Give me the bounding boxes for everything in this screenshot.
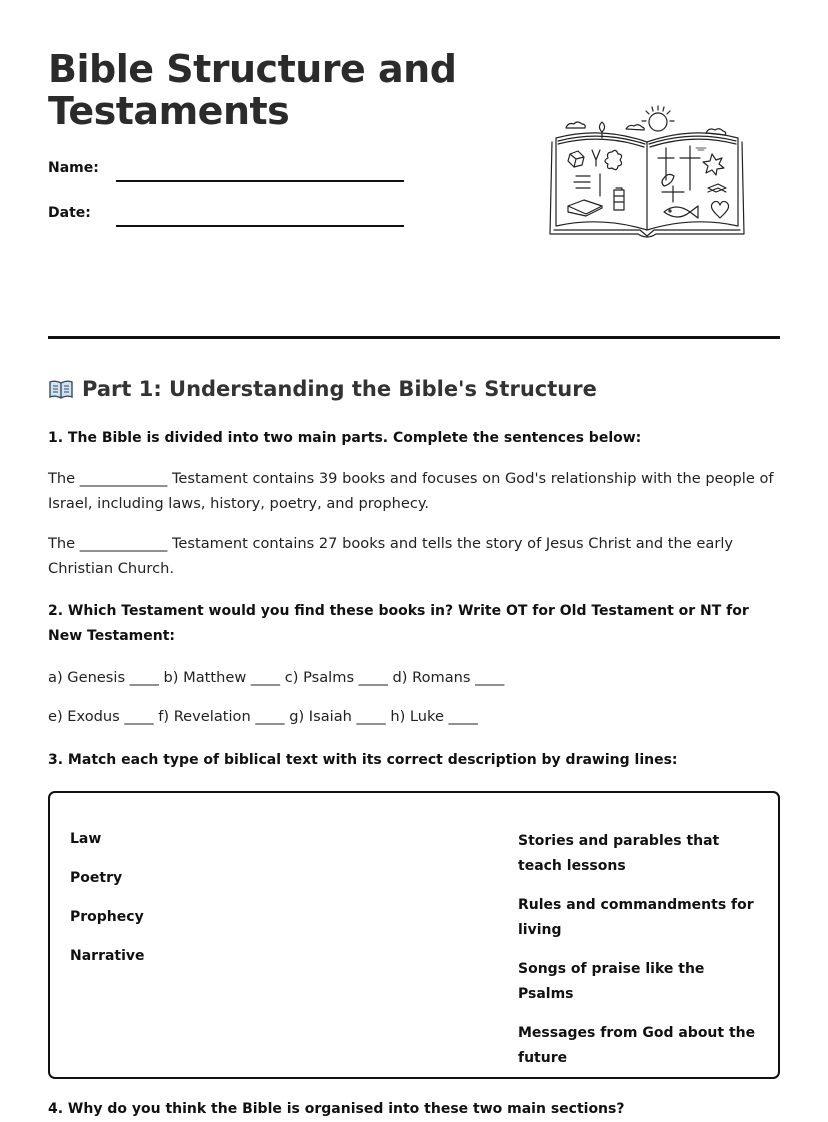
matching-term-law[interactable]: Law bbox=[70, 831, 102, 847]
question-4-prompt: 4. Why do you think the Bible is organised into these two main sections? bbox=[48, 1101, 625, 1117]
open-book-icon bbox=[48, 378, 74, 400]
matching-term-prophecy[interactable]: Prophecy bbox=[70, 909, 144, 925]
matching-terms bbox=[70, 829, 320, 985]
question-2-prompt: 2. Which Testament would you find these books in? Write OT for Old Testament or NT for New Testament: bbox=[48, 603, 749, 644]
matching-description-rules[interactable]: Rules and commandments for living bbox=[518, 897, 754, 938]
question-2-row-2: e) Exodus ____ f) Revelation ____ g) Isaiah ____ h) Luke ____ bbox=[48, 708, 478, 725]
name-field[interactable] bbox=[116, 180, 404, 182]
matching-box bbox=[48, 791, 780, 1079]
question-3-prompt: 3. Match each type of biblical text with its correct description by drawing lines: bbox=[48, 752, 678, 768]
open-bible-illustration bbox=[546, 102, 748, 246]
matching-descriptions bbox=[518, 829, 758, 1085]
matching-description-stories[interactable]: Stories and parables that teach lessons bbox=[518, 833, 720, 874]
part1-heading-text: Part 1: Understanding the Bible's Structure bbox=[82, 377, 597, 401]
date-label: Date: bbox=[48, 205, 91, 221]
question-2-row-1: a) Genesis ____ b) Matthew ____ c) Psalms ____ d) Romans ____ bbox=[48, 669, 505, 686]
section-divider bbox=[48, 336, 780, 339]
date-field[interactable] bbox=[116, 225, 404, 227]
name-label: Name: bbox=[48, 160, 99, 176]
question-1-sentence-1: The ____________ Testament contains 39 books and focuses on God's relationship with the people of Israel, including laws, history, poetry, and prophecy. bbox=[48, 470, 774, 512]
matching-description-messages[interactable]: Messages from God about the future bbox=[518, 1025, 756, 1066]
question-1-sentence-2: The ____________ Testament contains 27 books and tells the story of Jesus Christ and the early Christian Church. bbox=[48, 535, 734, 577]
matching-description-songs[interactable]: Songs of praise like the Psalms bbox=[518, 961, 705, 1002]
matching-term-poetry[interactable]: Poetry bbox=[70, 870, 123, 886]
question-1-prompt: 1. The Bible is divided into two main parts. Complete the sentences below: bbox=[48, 430, 642, 446]
part1-heading bbox=[48, 374, 597, 404]
matching-term-narrative[interactable]: Narrative bbox=[70, 948, 145, 964]
worksheet-title: Bible Structure and Testaments bbox=[48, 47, 457, 133]
